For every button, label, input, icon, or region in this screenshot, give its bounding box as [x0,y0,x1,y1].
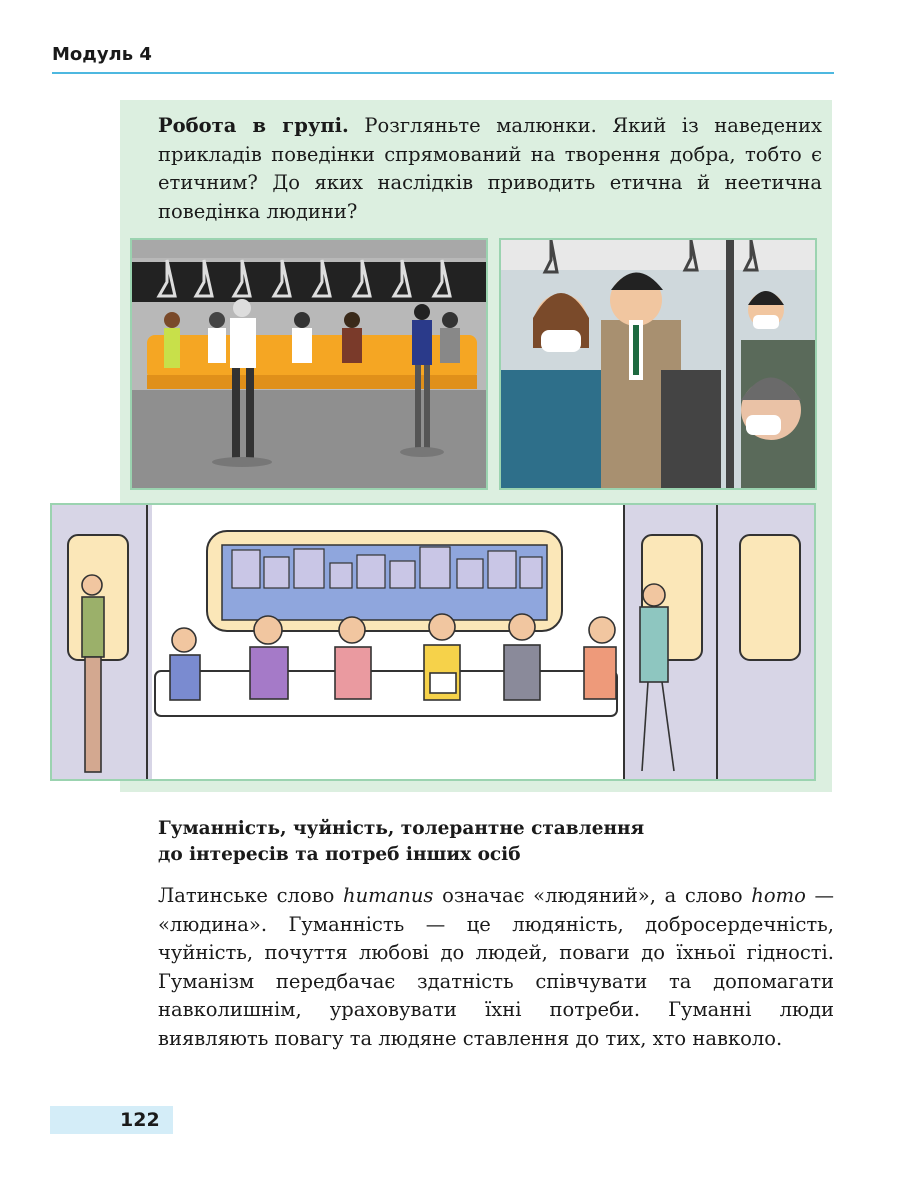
task-body: Розгляньте малюнки. Який із наведених прикладів поведінки спрямований на творення добра, тобто є етичним? До яких наслідків приводить етична й неетична поведінка людини? [158,114,822,223]
paragraph-text-2: означає «людяний», а слово [433,884,752,907]
term-humanus: humanus [343,884,434,907]
module-label: Модуль 4 [52,44,152,65]
paragraph-text-1: Латинське слово [158,884,344,907]
section-heading-line2: до інтересів та потреб інших осіб [158,844,521,865]
page-number-tab [50,1106,173,1134]
header-rule [52,72,834,74]
subway-illustration-1 [130,238,488,490]
task-title: Робота в групі. [158,114,349,137]
section-heading-line1: Гуманність, чуйність, толерантне ставлення [158,818,645,839]
paragraph-text-3: — «людина». Гуманність — це людяність, добросердечність, чуйність, почуття любові до людей, поваги до їхньої гідності. Гуманізм передбачає здатність співчувати та допомагати навколишнім, ураховувати їхні потреби. Гуманні люди виявляють повагу та людяне ставлення до тих, хто навколо. [158,884,834,1050]
section-paragraph [158,882,834,1053]
task-text [158,112,822,226]
subway-illustration-3 [50,503,816,781]
subway-illustration-2 [499,238,817,490]
page-number: 122 [120,1109,160,1131]
section-heading [158,816,644,868]
term-homo: homo [751,884,806,907]
